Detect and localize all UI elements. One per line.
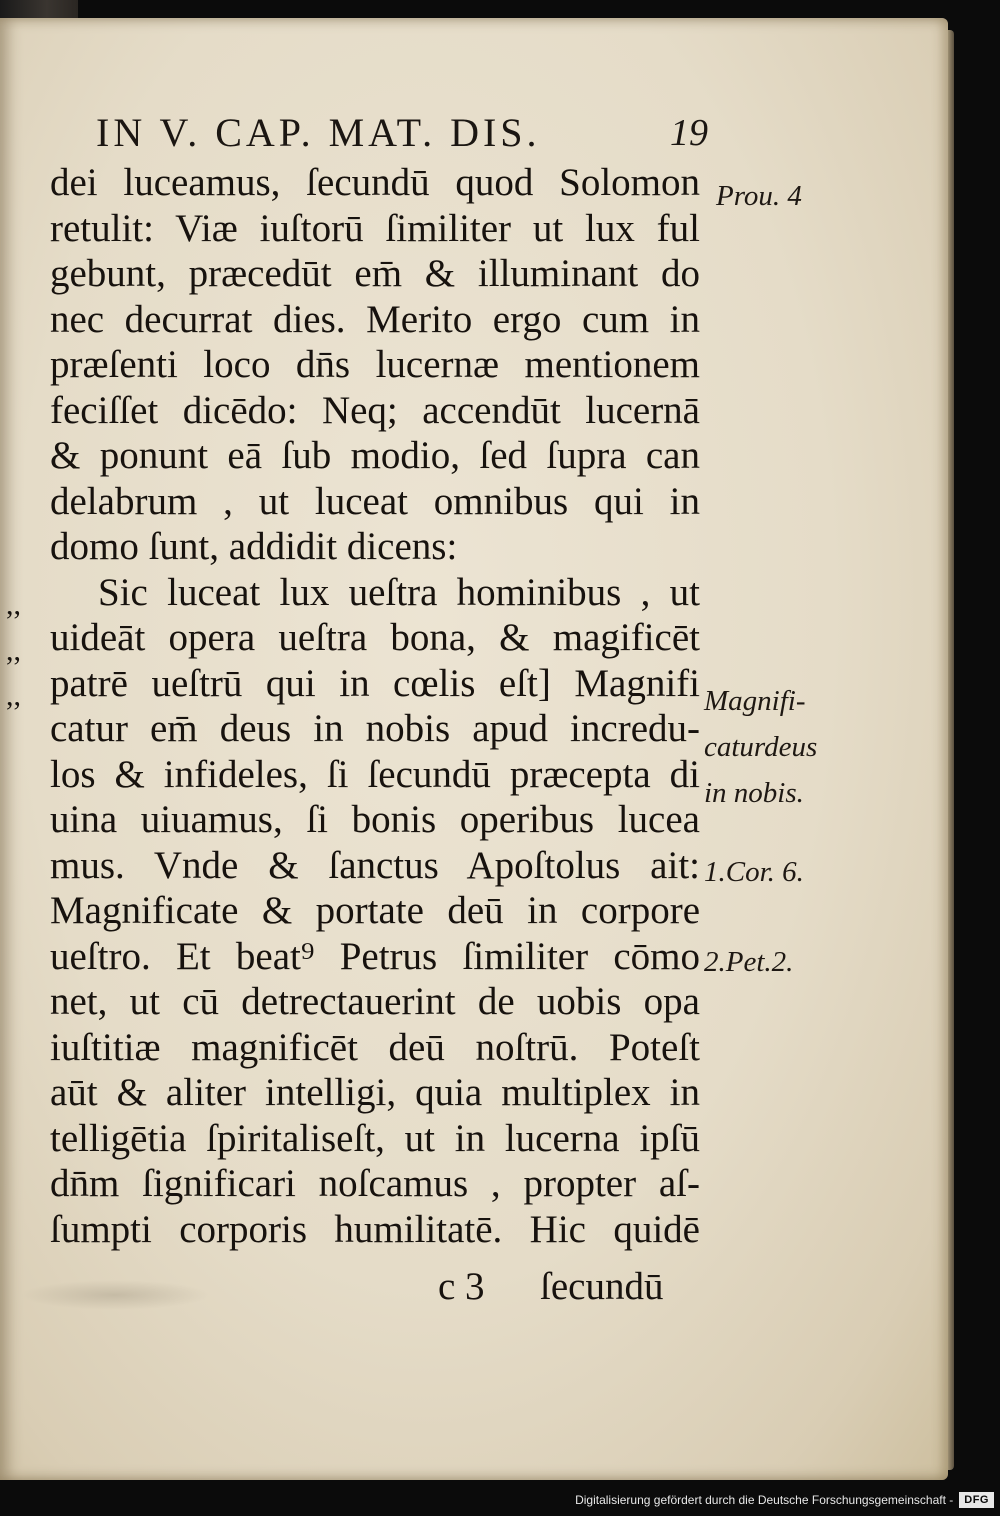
margin-note-line: Magnifi- [704,685,806,717]
text-line: uideāt opera ueſtra bona, & magificēt [50,616,700,659]
margin-note-peter: 2.Pet.2. [704,946,794,978]
quote-mark: ,, [6,588,21,621]
page-header [96,108,756,158]
body-text [50,160,700,1252]
signature-mark: c 3 [438,1265,485,1308]
folio-number: 19 [670,112,708,154]
quote-mark: ,, [6,679,21,712]
text-line: gebunt, præcedūt em̄ & illuminant do [50,252,700,295]
text-line: net, ut cū detrectauerint de uobis opa [50,980,700,1023]
text-line: ſumpti corporis humilitatē. Hic quidē [50,1207,700,1251]
text-line: catur em̄ deus in nobis apud incredu- [50,707,700,750]
quotation-marks [6,582,52,719]
quote-mark: ,, [6,633,21,667]
margin-note-corinthians: 1.Cor. 6. [704,856,804,888]
text-line: delabrum , ut luceat omnibus qui in [50,479,700,523]
text-line: dei luceamus, ſecundū quod Solomon [50,161,700,204]
catchword: ſecundū [540,1265,664,1308]
text-line: domo ſunt, addidit dicens: [50,525,458,568]
text-line: feciſſet dicēdo: Neq; accendūt lucernā [50,388,700,432]
text-line: Sic luceat lux ueſtra hominibus , ut [98,570,700,614]
page-stain [20,1280,210,1310]
text-line: los & infideles, ſi ſecundū præcepta di [50,752,700,796]
text-line: uina uiuamus, ſi bonis operibus lucea [50,798,700,841]
text-line: Magnificate & portate deū in corpore [50,889,700,932]
credit-text: Digitalisierung gefördert durch die Deutsche Forschungsgemeinschaft - [575,1493,954,1507]
text-line: telligētia ſpiritaliseſt, ut in lucerna ipſū [50,1116,700,1160]
margin-note-proverbs: Prou. 4 [716,180,802,212]
text-line: patrē ueſtrū qui in cœlis eſt] Magnifi [50,661,700,705]
margin-note-magnificatur [704,678,817,816]
text-line: mus. Vnde & ſanctus Apoſtolus ait: [50,843,700,887]
text-line: dn̄m ſignificari noſcamus , propter aſ- [50,1162,700,1205]
margin-note-line: caturdeus [704,731,818,763]
text-line: iuſtitiæ magnificēt deū noſtrū. Poteſt [50,1025,700,1069]
text-line: & ponunt eā ſub modio, ſed ſupra can [50,434,700,477]
text-line: retulit: Viæ iuſtorū ſimiliter ut lux ful [50,206,700,250]
text-line: ueſtro. Et beat⁹ Petrus ſimiliter cōmo [50,934,700,978]
dfg-logo: DFG [959,1492,994,1508]
margin-note-line: in nobis. [704,777,804,809]
text-line: aūt & aliter intelligi, quia multiplex in [50,1071,700,1114]
digitization-credit [575,1488,994,1512]
text-line: præſenti loco dn̄s lucernæ mentionem [50,343,700,386]
text-line: nec decurrat dies. Merito ergo cum in [50,297,700,341]
running-title: IN V. CAP. MAT. DIS. [96,110,541,155]
